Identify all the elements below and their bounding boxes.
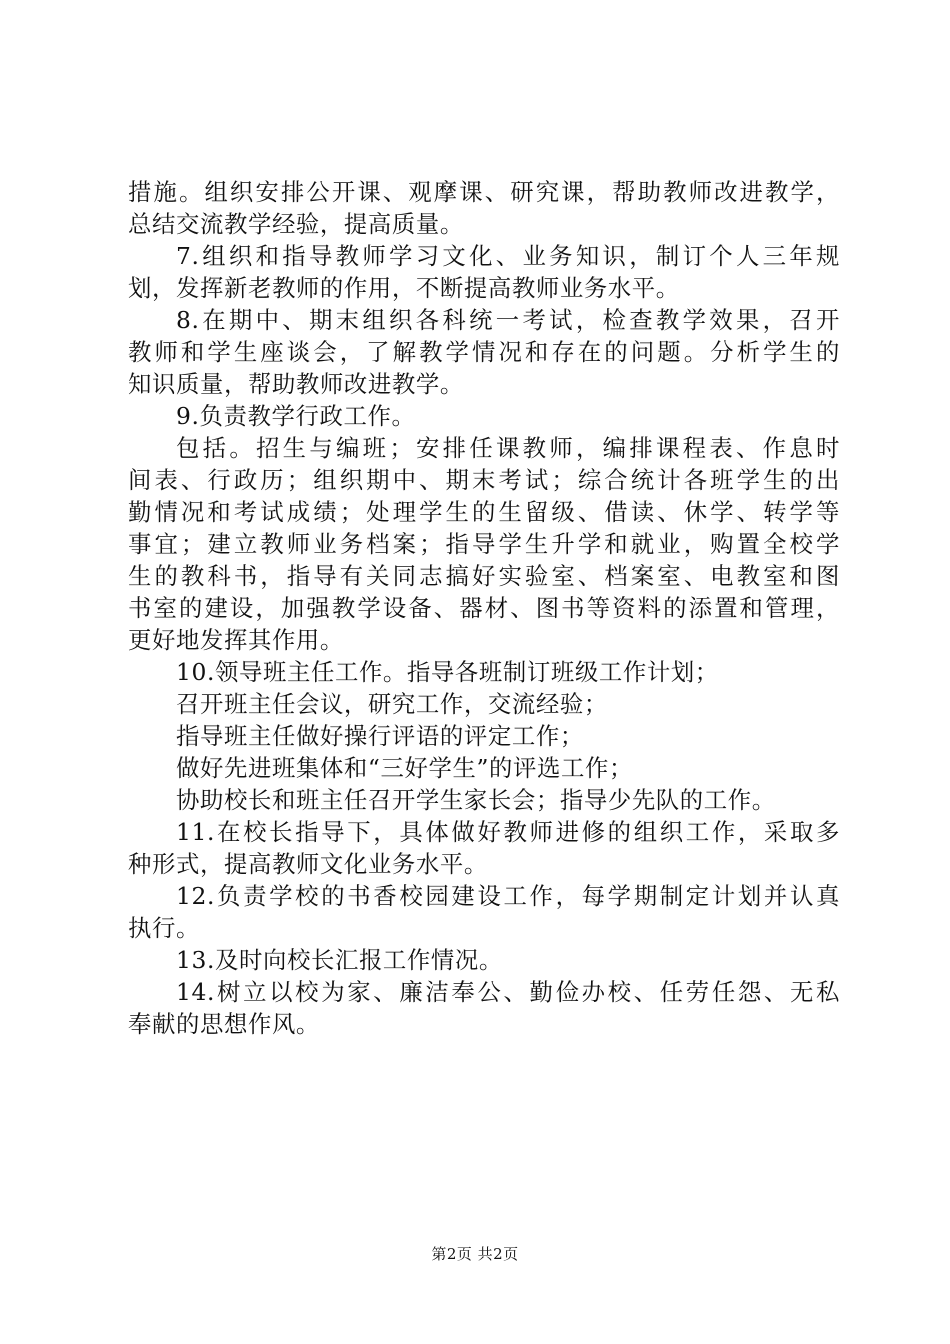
text-line: 事宜；建立教师业务档案；指导学生升学和就业，购置全校学 [128,530,840,558]
text-line: 划，发挥新老教师的作用，不断提高教师业务水平。 [128,274,680,302]
text-line: 13.及时向校长汇报工作情况。 [176,946,503,974]
text-line: 7.组织和指导教师学习文化、业务知识，制订个人三年规 [176,242,840,270]
text-line: 书室的建设，加强教学设备、器材、图书等资料的添置和管理， [128,594,840,622]
text-line: 知识质量，帮助教师改进教学。 [128,370,464,398]
page-number-footer: 第2页 共2页 [431,1245,519,1263]
text-line: 措施。组织安排公开课、观摩课、研究课，帮助教师改进教学， [128,178,840,206]
document-body [128,176,840,1040]
text-line: 包括。招生与编班；安排任课教师，编排课程表、作息时 [176,434,840,462]
text-line: 14.树立以校为家、廉洁奉公、勤俭办校、任劳任怨、无私 [176,978,840,1006]
text-line: 生的教科书，指导有关同志搞好实验室、档案室、电教室和图 [128,562,840,590]
text-line: 11.在校长指导下，具体做好教师进修的组织工作，采取多 [176,818,840,846]
text-line: 种形式，提高教师文化业务水平。 [128,850,488,878]
text-line: 10.领导班主任工作。指导各班制订班级工作计划； [176,658,719,686]
text-line: 执行。 [128,914,200,942]
text-line: 12.负责学校的书香校园建设工作，每学期制定计划并认真 [176,882,840,910]
text-line: 更好地发挥其作用。 [128,626,344,654]
text-line: 做好先进班集体和“三好学生”的评选工作； [176,754,633,782]
text-line: 召开班主任会议，研究工作，交流经验； [176,690,608,718]
text-line: 总结交流教学经验，提高质量。 [128,210,464,238]
text-line: 教师和学生座谈会，了解教学情况和存在的问题。分析学生的 [128,338,840,366]
text-line: 9.负责教学行政工作。 [176,402,416,430]
text-line: 奉献的思想作风。 [128,1010,320,1038]
text-line: 8.在期中、期末组织各科统一考试，检查教学效果，召开 [176,306,840,334]
text-line: 协助校长和班主任召开学生家长会；指导少先队的工作。 [176,786,776,814]
text-line: 指导班主任做好操行评语的评定工作； [176,722,584,750]
text-line: 勤情况和考试成绩；处理学生的生留级、借读、休学、转学等 [128,498,840,526]
text-line: 间表、行政历；组织期中、期末考试；综合统计各班学生的出 [128,466,840,494]
